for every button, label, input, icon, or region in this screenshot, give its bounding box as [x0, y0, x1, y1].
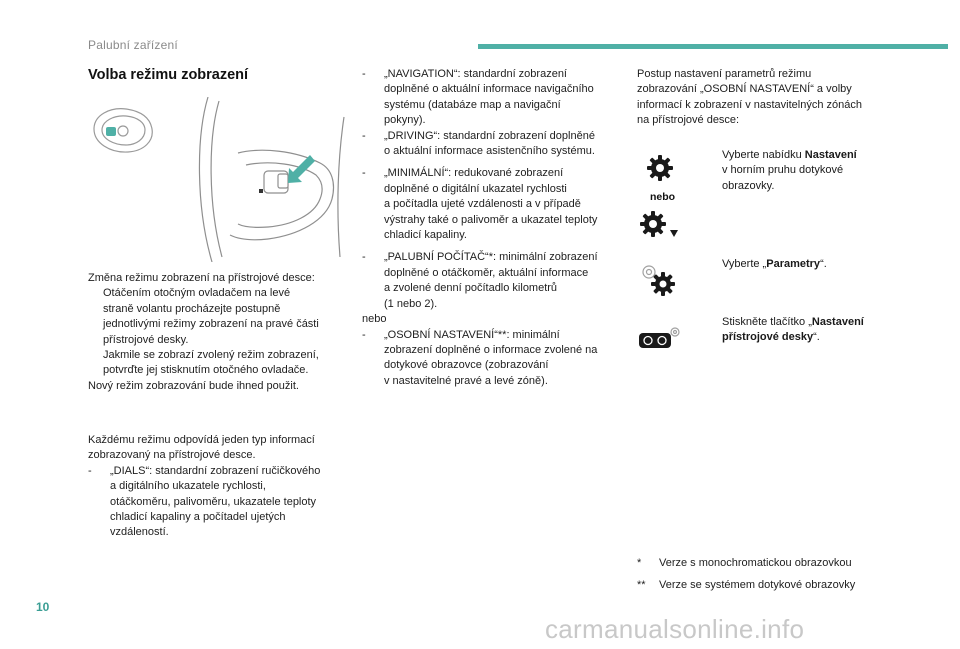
mode-dials: - „DIALS“: standardní zobrazení ručičkového a digitálního ukazatele rychlosti, otáčkoměru, palivoměru, ukazatele teploty chladicí kapaliny a počítadel ujetých vzdáleností. [88, 464, 321, 539]
nebo-label: nebo [650, 191, 676, 203]
page-title: Volba režimu zobrazení [88, 67, 249, 83]
steering-wheel-illustration [88, 97, 353, 262]
gear-icon [646, 154, 674, 182]
step3-bold: Nastavení [811, 316, 864, 328]
bullet-marker [88, 348, 103, 379]
column-1-text [88, 271, 350, 394]
step2-bold: Parametry [766, 258, 821, 270]
step-parameters: Vyberte „Parametry“. [637, 257, 897, 297]
mode-navigation: - „NAVIGATION“: standardní zobrazení doplněné o aktuální informace navigačního systému (databáze map a navigační pokyny). [362, 68, 594, 127]
parameters-icon [637, 259, 681, 299]
bullet-marker [88, 286, 103, 348]
instrument-panel-icon [637, 325, 683, 351]
footnote-1: * Verze s monochromatickou obrazovkou [637, 557, 852, 569]
step-instrument-panel-settings: Stiskněte tlačítko „Nastavení přístrojové desky“. [637, 315, 897, 355]
watermark: carmanualsonline.info [545, 614, 805, 644]
header-accent-bar [478, 44, 948, 49]
col1-after: Nový režim zobrazování bude ihned použit. [88, 379, 299, 392]
column-3-intro: Postup nastavení parametrů režimu zobrazování „OSOBNÍ NASTAVENÍ“ a volby informací k zobrazení v nastavitelných zónách na přístrojové desce: [637, 68, 863, 127]
mode-driving: - „DRIVING“: standardní zobrazení doplněné o aktuální informace asistenčního systému. [362, 129, 595, 158]
section-header: Palubní zařízení [88, 38, 178, 52]
wheel-thumbnail-highlight [106, 127, 116, 136]
highlight-arrow-icon [288, 155, 315, 183]
mode-trip-computer: - „PALUBNÍ POČÍTAČ“*: minimální zobrazení doplněné o otáčkoměr, aktuální informace a zvolené denní počítadlo kilometrů (1 nebo 2). [362, 251, 598, 310]
mode-personal: - „OSOBNÍ NASTAVENÍ“**: minimální zobrazení doplněné o informace zvolené na dotykové obrazovce (zobrazování v nastavitelné pravé a levé zóně). [362, 328, 598, 387]
col1-bullet-1: Otáčením otočným ovladačem na levé straně volantu procházejte postupně jednotlivými režimy zobrazení na pravé části přístrojové desky. [88, 286, 350, 348]
col1-bullet-2: Jakmile se zobrazí zvolený režim zobrazení, potvrďte jej stisknutím otočného ovladače. [88, 348, 350, 379]
col2-nebo: nebo [362, 313, 387, 326]
column-2-modes [362, 67, 624, 389]
col1-intro: Změna režimu zobrazení na přístrojové desce: [88, 272, 315, 284]
column-1-modes [88, 433, 350, 541]
gear-dropdown-icon [639, 210, 679, 242]
wheel-detail [199, 97, 344, 262]
page-number: 10 [36, 600, 50, 614]
col1-para2-line2: zobrazovaný na přístrojové desce. [88, 449, 256, 462]
mode-minimal: - „MINIMÁLNÍ“: redukované zobrazení doplněné o digitální ukazatel rychlosti a počítadla ujeté vzdálenosti a v případě výstrahy také o palivoměr a ukazatel teploty chladicí kapaliny. [362, 167, 598, 242]
step-settings-menu: nebo Vyberte nabídku Nastavení v horním pruhu dotykové obrazovky. [637, 148, 897, 248]
wheel-thumbnail [94, 109, 152, 152]
col1-para2-line1: Každému režimu odpovídá jeden typ informací [88, 434, 315, 446]
footnote-2: ** Verze se systémem dotykové obrazovky [637, 579, 856, 591]
step1-bold: Nastavení [804, 149, 857, 161]
